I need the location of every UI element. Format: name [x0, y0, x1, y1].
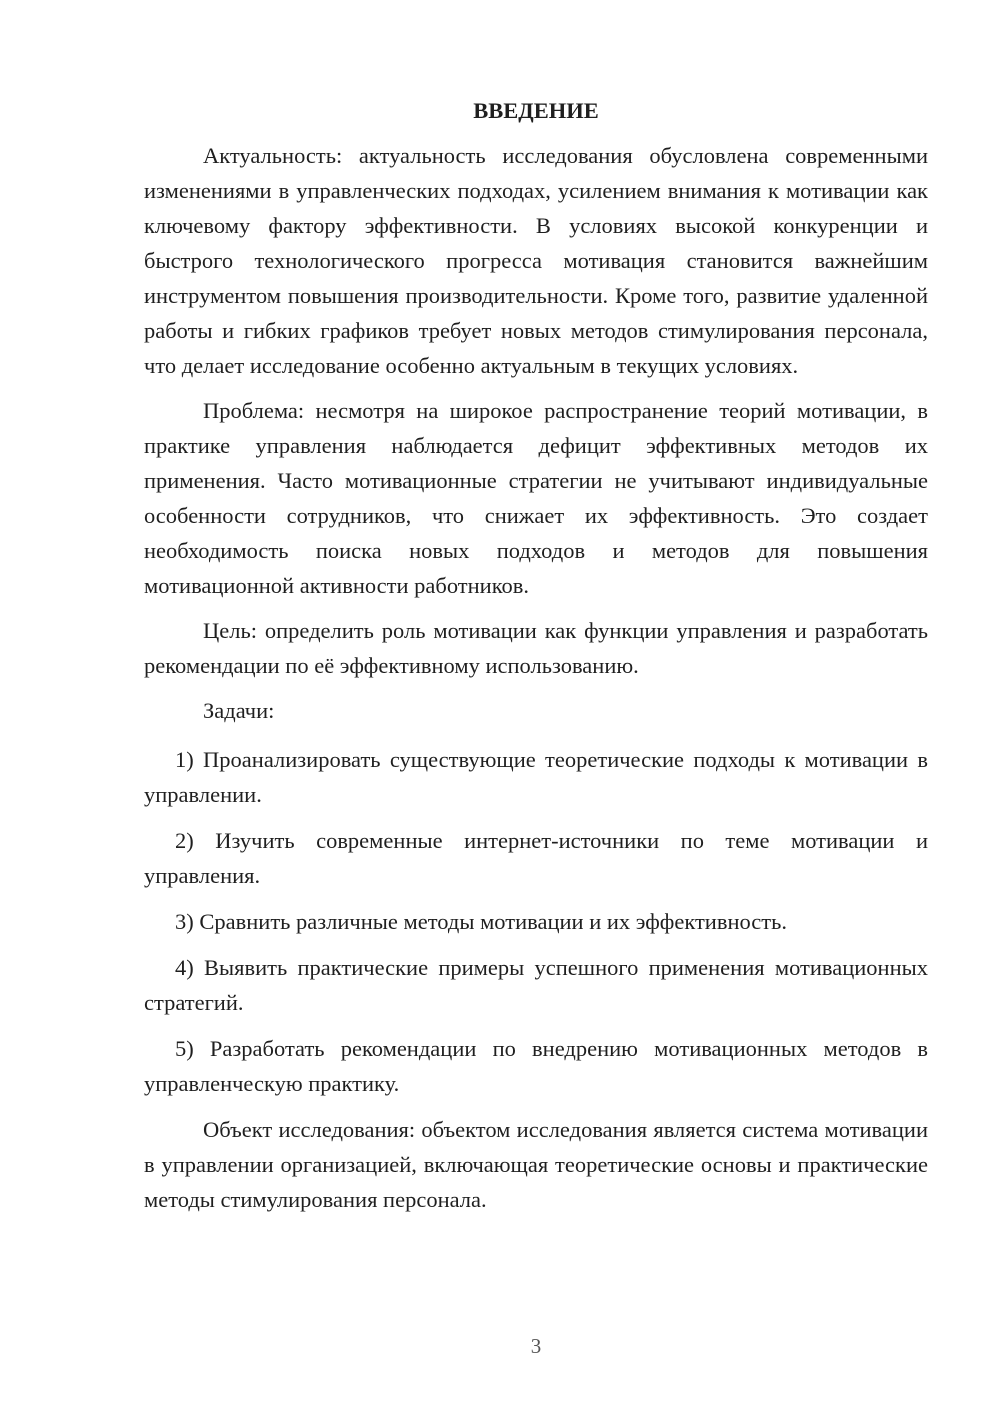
object-paragraph: Объект исследования: объектом исследования является система мотивации в управлении организацией, включающая теоретические основы и практические методы стимулирования персонала. — [144, 1117, 928, 1212]
tasks-list — [144, 742, 928, 1101]
task-item-1: 1) Проанализировать существующие теоретические подходы к мотивации в управлении. — [144, 747, 928, 807]
task-item-2: 2) Изучить современные интернет-источники по теме мотивации и управления. — [144, 828, 928, 888]
task-item-3: 3) Сравнить различные методы мотивации и их эффективность. — [175, 909, 788, 934]
tasks-label: Задачи: — [203, 698, 275, 723]
goal-paragraph: Цель: определить роль мотивации как функции управления и разработать рекомендации по её эффективному использованию. — [144, 618, 928, 678]
relevance-paragraph: Актуальность: актуальность исследования обусловлена современными изменениями в управленческих подходах, усилением внимания к мотивации как ключевому фактору эффективности. В условиях высокой конкуренции и быстрого технологического прогресса мотивация становится важнейшим инструментом повышения производительности. Кроме того, развитие удаленной работы и гибких графиков требует новых методов стимулирования персонала, что делает исследование особенно актуальным в текущих условиях. — [144, 143, 928, 378]
page-content — [144, 96, 928, 1227]
task-item-5: 5) Разработать рекомендации по внедрению мотивационных методов в управленческую практику. — [144, 1036, 928, 1096]
page-number: 3 — [530, 1334, 542, 1358]
task-item-4: 4) Выявить практические примеры успешного применения мотивационных стратегий. — [144, 955, 928, 1015]
section-heading: ВВЕДЕНИЕ — [473, 98, 599, 123]
problem-paragraph: Проблема: несмотря на широкое распространение теорий мотивации, в практике управления наблюдается дефицит эффективных методов их применения. Часто мотивационные стратегии не учитывают индивидуальные особенности сотрудников, что снижает их эффективность. Это создает необходимость поиска новых подходов и методов для повышения мотивационной активности работников. — [144, 398, 928, 598]
